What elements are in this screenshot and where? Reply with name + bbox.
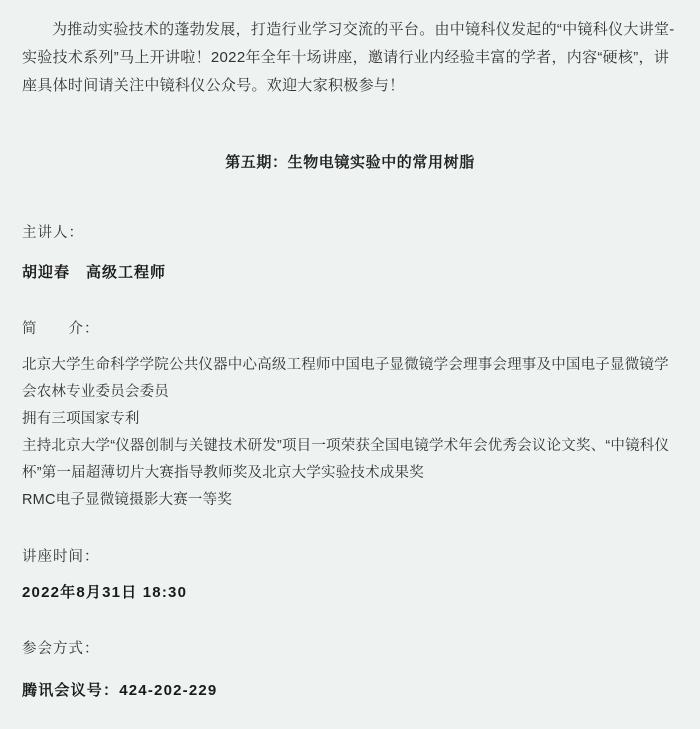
bio-block [22,352,678,514]
speaker-name: 胡迎春 高级工程师 [22,264,167,281]
page-title: 第五期：生物电镜实验中的常用树脂 [225,154,475,171]
bio-label: 简 介： [22,321,100,337]
join-method-label: 参会方式： [22,641,100,657]
spacer [22,202,678,220]
lecture-time-value: 2022年8月31日 18:30 [22,584,188,601]
bio-line: 主持北京大学“仪器创制与关键技术研发”项目一项荣获全国电镜学术年会优秀会议论文奖、“中镜科仪杯”第一届超薄切片大赛指导教师奖及北京大学实验技术成果奖 [22,438,670,481]
bio-line: 拥有三项国家专利 [22,411,140,427]
speaker-label: 主讲人： [22,225,84,241]
bio-line: RMC电子显微镜摄影大赛一等奖 [22,492,233,508]
spacer [22,606,678,636]
lecture-time-label: 讲座时间： [22,549,100,565]
spacer [22,286,678,316]
bio-line: 北京大学生命科学学院公共仪器中心高级工程师中国电子显微镜学会理事会理事及中国电子显微镜学会农林专业委员会委员 [22,357,669,400]
spacer [22,514,678,544]
spacer [22,118,678,128]
meeting-id-value: 腾讯会议号：424-202-229 [22,682,218,699]
intro-paragraph: 为推动实验技术的蓬勃发展，打造行业学习交流的平台。由中镜科仪发起的“中镜科仪大讲堂-实验技术系列”马上开讲啦！2022年全年十场讲座，邀请行业内经验丰富的学者，内容“硬核”，讲座具体时间请关注中镜科仪公众号。欢迎大家积极参与！ [22,21,675,94]
